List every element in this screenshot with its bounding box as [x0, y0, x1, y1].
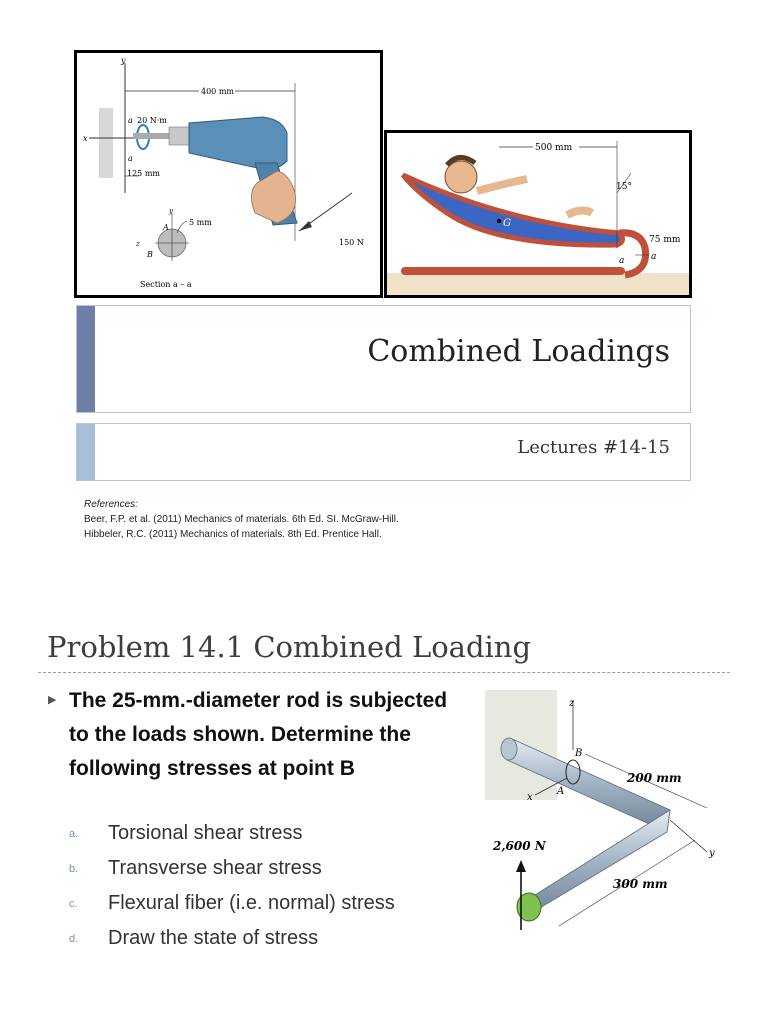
rod-force-label: 2,600 N: [493, 839, 546, 853]
drill-moment: 20 N·m: [137, 116, 167, 125]
item-letter: d.: [69, 933, 79, 945]
item-letter: b.: [69, 863, 79, 875]
item-text: Torsional shear stress: [108, 822, 303, 844]
chair-angle: 15°: [616, 182, 632, 192]
title-divider: [38, 672, 730, 673]
drill-dim-400: 400 mm: [201, 87, 234, 96]
section-label: Section a – a: [140, 280, 192, 289]
reference-item: Hibbeler, R.C. (2011) Mechanics of materials. 8th Ed. Prentice Hall.: [84, 529, 382, 540]
bullet-arrow-icon: ▶: [48, 694, 57, 706]
chair-G-label: G: [503, 218, 511, 229]
drill-a-top: a: [128, 116, 133, 125]
rod-A-label: A: [557, 786, 565, 797]
item-text: Draw the state of stress: [108, 927, 319, 949]
references-heading: References:: [84, 499, 138, 510]
page-title: Combined Loadings: [367, 334, 670, 369]
references: [84, 497, 399, 542]
section-dim-5: 5 mm: [189, 218, 212, 227]
item-text: Transverse shear stress: [108, 857, 322, 879]
title-accent-bar: [77, 306, 95, 412]
drill-diagram: [77, 53, 380, 295]
section-z-label: z: [136, 240, 140, 248]
section-B-label: B: [147, 250, 153, 259]
chair-figure: [384, 130, 692, 298]
section-A-label: A: [163, 223, 169, 232]
wall-hatch: [99, 108, 113, 178]
item-letter: c.: [69, 898, 78, 910]
drill-dim-125: 125 mm: [127, 169, 160, 178]
chair-dim-75: 75 mm: [649, 235, 681, 245]
rod-x-label: x: [527, 792, 533, 803]
drill-x-label: x: [83, 134, 88, 143]
rod-z-label: z: [569, 698, 575, 709]
chair-a-bottom: a: [619, 256, 625, 266]
rod-dim-300: 300 mm: [613, 877, 668, 891]
subtitle-banner: [76, 423, 691, 481]
rod-dim-200: 200 mm: [627, 771, 682, 785]
problem-title: Problem 14.1 Combined Loading: [47, 630, 532, 664]
item-letter: a.: [69, 828, 79, 840]
reference-item: Beer, F.P. et al. (2011) Mechanics of materials. 6th Ed. SI. McGraw-Hill.: [84, 514, 399, 525]
section-y-label: y: [169, 207, 173, 215]
chair-dim-500: 500 mm: [535, 143, 573, 153]
title-banner: [76, 305, 691, 413]
rod-y-label: y: [709, 848, 715, 859]
subtitle-accent-bar: [77, 424, 95, 480]
rod-diagram: [475, 690, 735, 940]
drill-y-label: y: [121, 56, 126, 65]
rod-B-label: B: [575, 748, 583, 759]
drill-figure: [74, 50, 383, 298]
drill-a-bottom: a: [128, 154, 133, 163]
chair-diagram: [387, 133, 689, 295]
problem-statement: The 25-mm.-diameter rod is subjected to the loads shown. Determine the following stresses at point B: [69, 689, 448, 780]
lecture-subtitle: Lectures #14-15: [517, 437, 670, 458]
chair-a-right: a: [651, 252, 657, 262]
item-text: Flexural fiber (i.e. normal) stress: [108, 892, 395, 914]
drill-force: 150 N: [339, 238, 364, 247]
